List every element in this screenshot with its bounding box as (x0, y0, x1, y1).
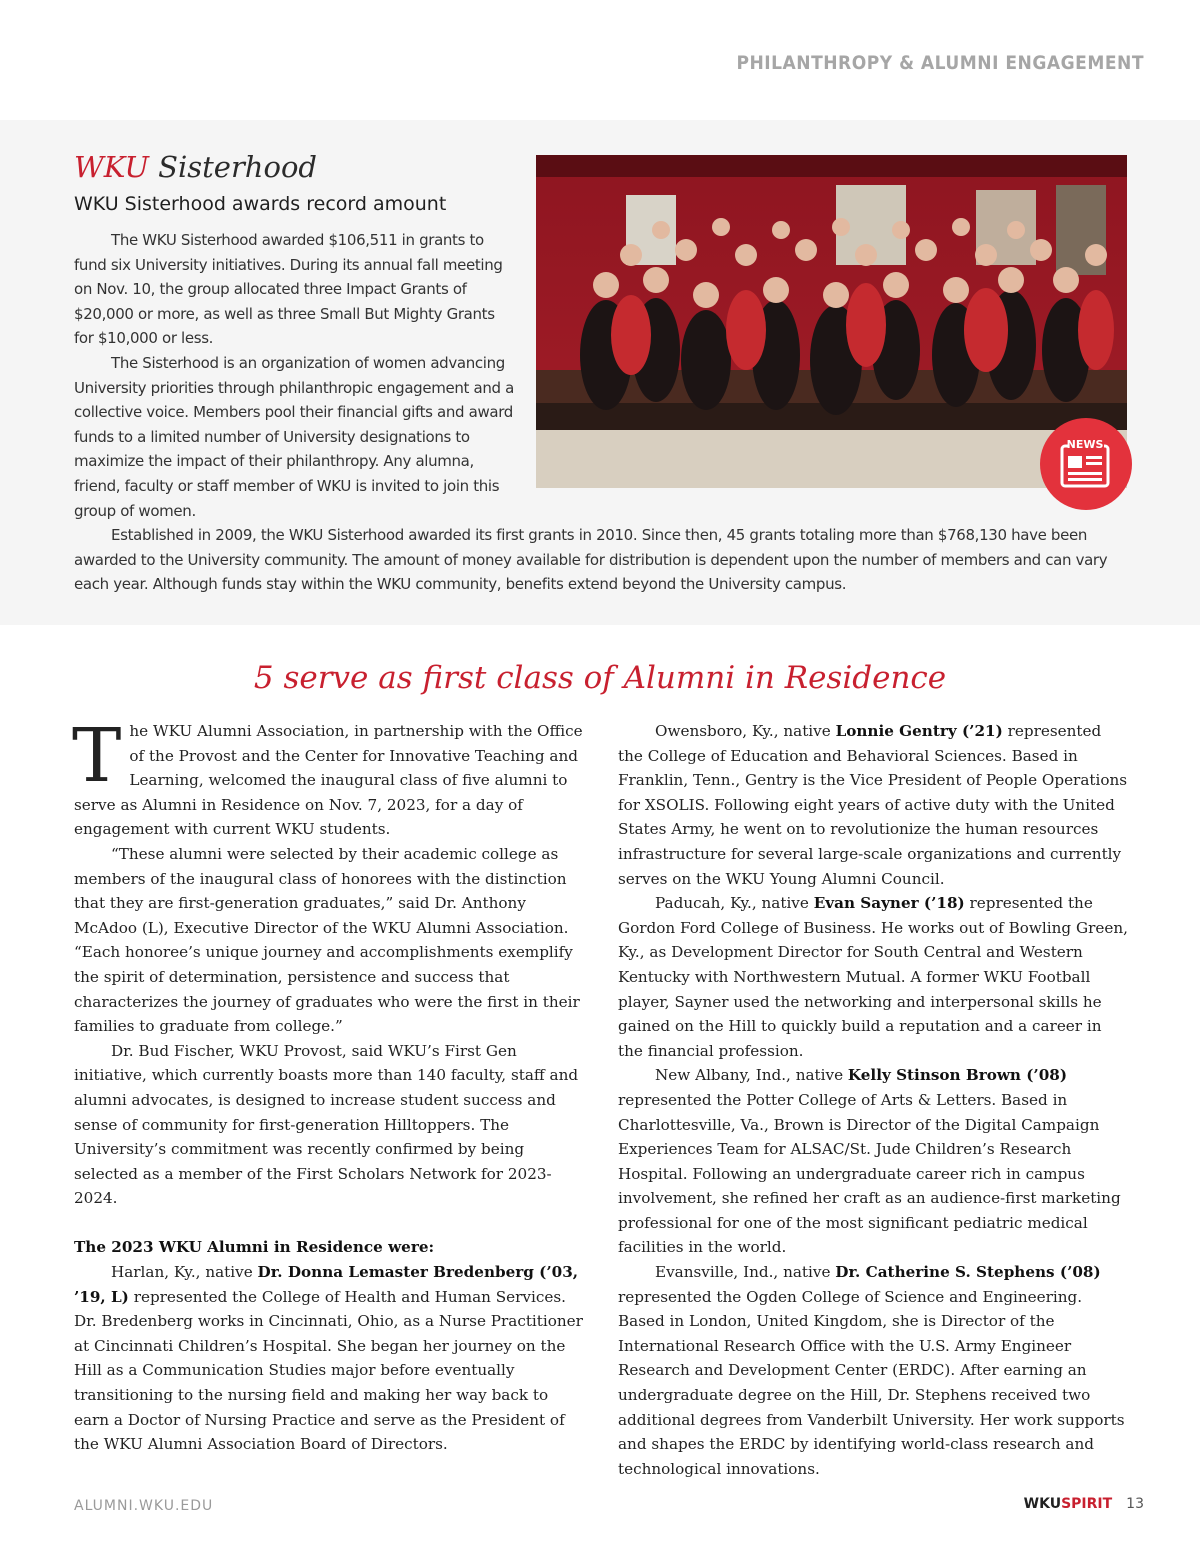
sisterhood-paragraph-2: The Sisterhood is an organization of women advancing University priorities through philanthropic engagement and a collective voice. Members pool their financial gifts and award funds to a limited number of University designations to maximize the impact of their philanthropy. Any alumna, friend, faculty or staff member of WKU is invited to join this group of women. (74, 353, 514, 520)
honoree-intro: New Albany, Ind., native (655, 1066, 848, 1085)
footer-logo-wku: WKU (1023, 1496, 1062, 1512)
sisterhood-title-brand: WKU (74, 150, 149, 184)
sisterhood-subtitle: WKU Sisterhood awards record amount (74, 193, 447, 215)
section-header: PHILANTHROPY & ALUMNI ENGAGEMENT (736, 52, 1144, 74)
honoree-intro: Paducah, Ky., native (655, 894, 814, 913)
sisterhood-paragraph-1: The WKU Sisterhood awarded $106,511 in grants to fund six University initiatives. During its annual fall meeting on Nov. 10, the group allocated three Impact Grants of $20,000 or more, as well as three Small But Mighty Grants for $10,000 or less. (74, 231, 503, 348)
sisterhood-article-body (74, 228, 1134, 597)
honoree-paragraph (74, 1260, 586, 1457)
footer-brand (1024, 1496, 1144, 1512)
honoree-paragraph (618, 891, 1130, 1063)
honoree-description: represented the Gordon Ford College of Business. He works out of Bowling Green, Ky., as Development Director for South Central and Western Kentucky with Northwestern Mutual. A former WKU Football player, Sayner used the networking and interpersonal skills he gained on the Hill to quickly build a reputation and a career in the financial profession. (618, 894, 1128, 1060)
honoree-paragraph (618, 1063, 1130, 1260)
article-column-right (618, 719, 1130, 1481)
page-number: 13 (1126, 1496, 1144, 1512)
alumni-paragraph-3: Dr. Bud Fischer, WKU Provost, said WKU’s First Gen initiative, which currently boasts more than 140 faculty, staff and alumni advocates, is designed to increase student success and sense of community for first-generation Hilltoppers. The University’s commitment was recently confirmed by being selected as a member of the First Scholars Network for 2023-2024. (74, 1041, 579, 1208)
honoree-name: Dr. Catherine S. Stephens (’08) (835, 1263, 1101, 1282)
alumni-headline: 5 serve as first class of Alumni in Residence (253, 660, 947, 696)
sisterhood-title (74, 150, 317, 184)
honoree-description: represented the Potter College of Arts & Letters. Based in Charlottesville, Va., Brown is Director of the Digital Campaign Experiences Team for ALSAC/St. Jude Children’s Research Hospital. Following an undergraduate career rich in campus involvement, she refined her craft as an audience-first marketing professional for one of the most significant pediatric medical facilities in the world. (618, 1090, 1121, 1257)
honoree-description: represented the College of Health and Human Services. Dr. Bredenberg works in Cincinnati, Ohio, as a Nurse Practitioner at Cincinnati Children’s Hospital. She began her journey on the Hill as a Communication Studies major before eventually transitioning to the nursing field and making her way back to earn a Doctor of Nursing Practice and serve as the President of the WKU Alumni Association Board of Directors. (74, 1287, 583, 1454)
footer-url: ALUMNI.WKU.EDU (74, 1498, 214, 1514)
honoree-paragraph (618, 1260, 1130, 1481)
alumni-list-heading (74, 1235, 586, 1260)
honoree-name: Dr. Donna Lemaster Bredenberg (’03, ’19, L) (74, 1263, 579, 1306)
news-badge-label: NEWS (1066, 438, 1104, 451)
honoree-name: Kelly Stinson Brown (’08) (847, 1066, 1068, 1085)
alumni-paragraph-1 (72, 713, 586, 842)
article-column-left (72, 713, 586, 1457)
footer-logo (1024, 1496, 1113, 1512)
list-heading-text: The 2023 WKU Alumni in Residence were: (74, 1238, 435, 1257)
footer-logo-spirit: SPIRIT (1061, 1496, 1113, 1512)
honoree-intro: Owensboro, Ky., native (655, 722, 836, 740)
honoree-intro: Evansville, Ind., native (655, 1263, 836, 1282)
honoree-description: represented the Ogden College of Science and Engineering. Based in London, United Kingdom, she is Director of the International Research Office with the U.S. Army Engineer Research and Development Center (ERDC). After earning an undergraduate degree on the Hill, Dr. Stephens received two additional degrees from Vanderbilt University. Her work supports and shapes the ERDC by identifying world-class research and technological innovations. (618, 1287, 1125, 1478)
alumni-paragraph-1-text: he WKU Alumni Association, in partnership with the Office of the Provost and the Center for Innovative Teaching and Learning, welcomed the inaugural class of five alumni to serve as Alumni in Residence on Nov. 7, 2023, for a day of engagement with current WKU students. (74, 722, 583, 839)
honoree-name: Evan Sayner (’18) (813, 894, 965, 913)
honoree-intro: Harlan, Ky., native (111, 1263, 258, 1282)
sisterhood-title-rest: Sisterhood (148, 150, 317, 184)
alumni-paragraph-2: “These alumni were selected by their academic college as members of the inaugural class of honorees with the distinction that they are first-generation graduates,” said Dr. Anthony McAdoo (L), Executive Director of the WKU Alumni Association. “Each honoree’s unique journey and accomplishments exemplify the spirit of determination, persistence and success that characterizes the journey of graduates who were the first in their families to graduate from college.” (74, 844, 580, 1036)
honoree-name: Lonnie Gentry (’21) (835, 722, 1003, 740)
drop-cap: T (72, 713, 122, 799)
honoree-description: represented the College of Education and Behavioral Sciences. Based in Franklin, Tenn., Gentry is the Vice President of People Operations for XSOLIS. Following eight years of active duty with the United States Army, he went on to revolutionize the human resources infrastructure for several large-scale organizations and currently serves on the WKU Young Alumni Council. (618, 722, 1128, 888)
honoree-paragraph (618, 719, 1130, 891)
sisterhood-paragraph-3: Established in 2009, the WKU Sisterhood awarded its first grants in 2010. Since then, 45 grants totaling more than $768,130 have been awarded to the University community. The amount of money available for distribution is dependent upon the number of members and can vary each year. Although funds stay within the WKU community, benefits extend beyond the University campus. (74, 526, 1108, 594)
